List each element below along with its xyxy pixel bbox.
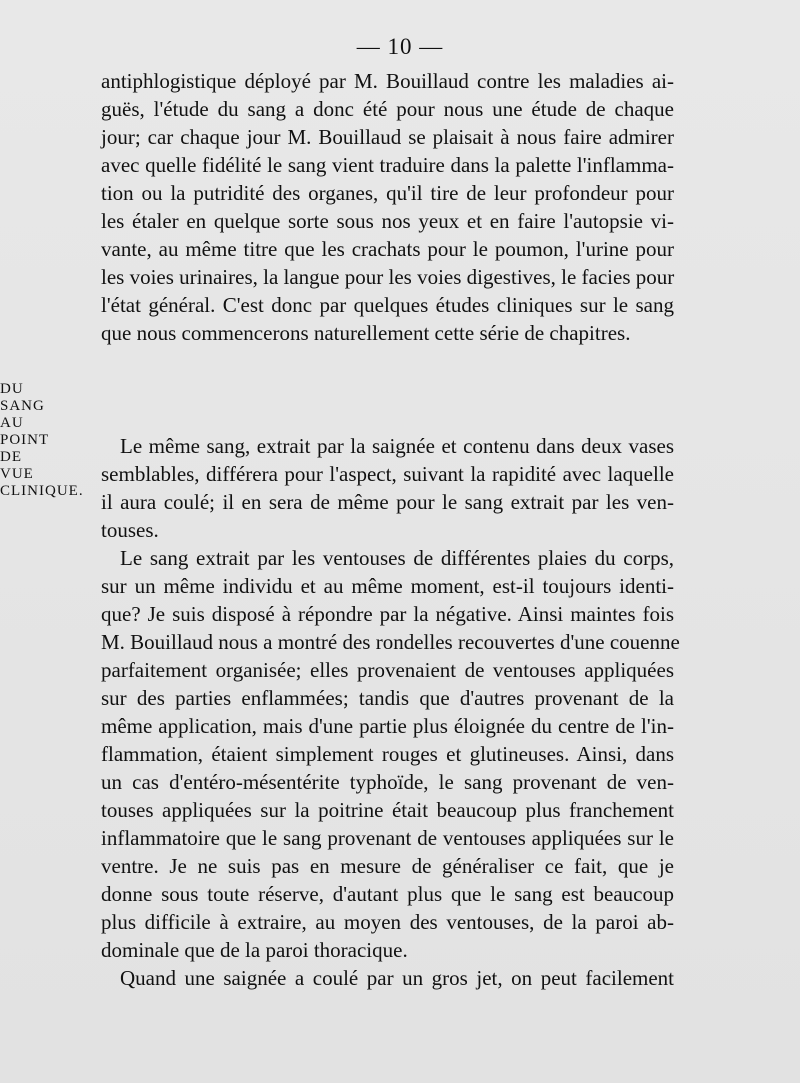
text-line: antiphlogistique déployé par M. Bouillaud contre les maladies ai- bbox=[101, 69, 674, 93]
text-line: parfaitement organisée; elles provenaient de ventouses appliquées bbox=[101, 658, 674, 682]
text-line: guës, l'étude du sang a donc été pour nous une étude de chaque bbox=[101, 97, 674, 121]
text-line: jour; car chaque jour M. Bouillaud se plaisait à nous faire admirer bbox=[101, 125, 674, 149]
text-line: donne sous toute réserve, d'autant plus que le sang est beaucoup bbox=[101, 882, 674, 906]
text-line: ventre. Je ne suis pas en mesure de généraliser ce fait, que je bbox=[101, 854, 674, 878]
text-line: sur des parties enflammées; tandis que d'autres provenant de la bbox=[101, 686, 674, 710]
text-line: il aura coulé; il en sera de même pour le sang extrait par les ven- bbox=[101, 490, 674, 514]
text-line: M. Bouillaud nous a montré des rondelles recouvertes d'une couenne bbox=[101, 630, 680, 654]
text-line: même application, mais d'une partie plus éloignée du centre de l'in- bbox=[101, 714, 674, 738]
text-line: les voies urinaires, la langue pour les voies digestives, le facies pour bbox=[101, 265, 675, 289]
text-line: Quand une saignée a coulé par un gros jet, on peut facilement bbox=[120, 966, 674, 990]
text-line: l'état général. C'est donc par quelques études cliniques sur le sang bbox=[101, 293, 674, 317]
text-line: Le même sang, extrait par la saignée et contenu dans deux vases bbox=[120, 434, 674, 458]
text-line: un cas d'entéro-mésentérite typhoïde, le sang provenant de ven- bbox=[101, 770, 674, 794]
text-line: que? Je suis disposé à répondre par la négative. Ainsi maintes fois bbox=[101, 602, 674, 626]
text-line: que nous commencerons naturellement cette série de chapitres. bbox=[101, 321, 631, 345]
text-line: inflammatoire que le sang provenant de ventouses appliquées sur le bbox=[101, 826, 674, 850]
text-line: tion ou la putridité des organes, qu'il tire de leur profondeur pour bbox=[101, 181, 674, 205]
text-line: dominale que de la paroi thoracique. bbox=[101, 938, 408, 962]
text-line: semblables, différera pour l'aspect, suivant la rapidité avec laquelle bbox=[101, 462, 674, 486]
page-number: — 10 — bbox=[356, 34, 444, 59]
text-line: touses appliquées sur la poitrine était beaucoup plus franchement bbox=[101, 798, 674, 822]
text-line: vante, au même titre que les crachats pour le poumon, l'urine pour bbox=[101, 237, 674, 261]
text-line: les étaler en quelque sorte sous nos yeux et en faire l'autopsie vi- bbox=[101, 209, 674, 233]
text-line: flammation, étaient simplement rouges et glutineuses. Ainsi, dans bbox=[101, 742, 674, 766]
text-line: avec quelle fidélité le sang vient traduire dans la palette l'inflamma- bbox=[101, 153, 674, 177]
book-page: — 10 — antiphlogistique déployé par M. Bouillaud contre les maladies ai- guës, l'étude du sang a donc été pour nous une étude de chaque jour; car chaque jour M. Bouillaud se plaisait à nous faire admirer avec quelle fidélité le sang vient traduire dans la palette l'inflamma- tion ou la putridité des organes, qu'il tire de leur profondeur pour les étaler en quelque sorte sous nos yeux et en faire l'autopsie vi- vante, au même titre que les crachats pour le poumon, l'urine pour les voies urinaires, la langue pour les voies digestives, le facies pour l'état général. C'est donc par quelques études cliniques sur le sang que nous commencerons naturellement cette série de chapitres. DU SANG AU POINT DE VUE CLINIQUE. Le même sang, extrait par la saignée et contenu dans deux vases semblables, différera pour l'aspect, suivant la rapidité avec laquelle il aura coulé; il en sera de même pour le sang extrait par les ven- touses. Le sang extrait par les ventouses de différentes plaies du corps, sur un même individu et au même moment, est-il toujours identi- que? Je suis disposé à répondre par la négative. Ainsi maintes fois M. Bouillaud nous a montré des rondelles recouvertes d'une couenne parfaitement organisée; elles provenaient de ventouses appliquées sur des parties enflammées; tandis que d'autres provenant de la même application, mais d'une partie plus éloignée du centre de l'in- flammation, étaient simplement rouges et glutineuses. Ainsi, dans un cas d'entéro-mésentérite typhoïde, le sang provenant de ven- touses appliquées sur la poitrine était beaucoup plus franchement inflammatoire que le sang provenant de ventouses appliquées sur le ventre. Je ne suis pas en mesure de généraliser ce fait, que je donne sous toute réserve, d'autant plus que le sang est beaucoup plus difficile à extraire, au moyen des ventouses, de la paroi ab- dominale que de la paroi thoracique. Quand une saignée a coulé par un gros jet, on peut facilement bbox=[0, 0, 800, 1083]
text-line: Le sang extrait par les ventouses de différentes plaies du corps, bbox=[120, 546, 674, 570]
text-line: sur un même individu et au même moment, est-il toujours identi- bbox=[101, 574, 674, 598]
text-line: plus difficile à extraire, au moyen des ventouses, de la paroi ab- bbox=[101, 910, 674, 934]
text-line: touses. bbox=[101, 518, 159, 542]
